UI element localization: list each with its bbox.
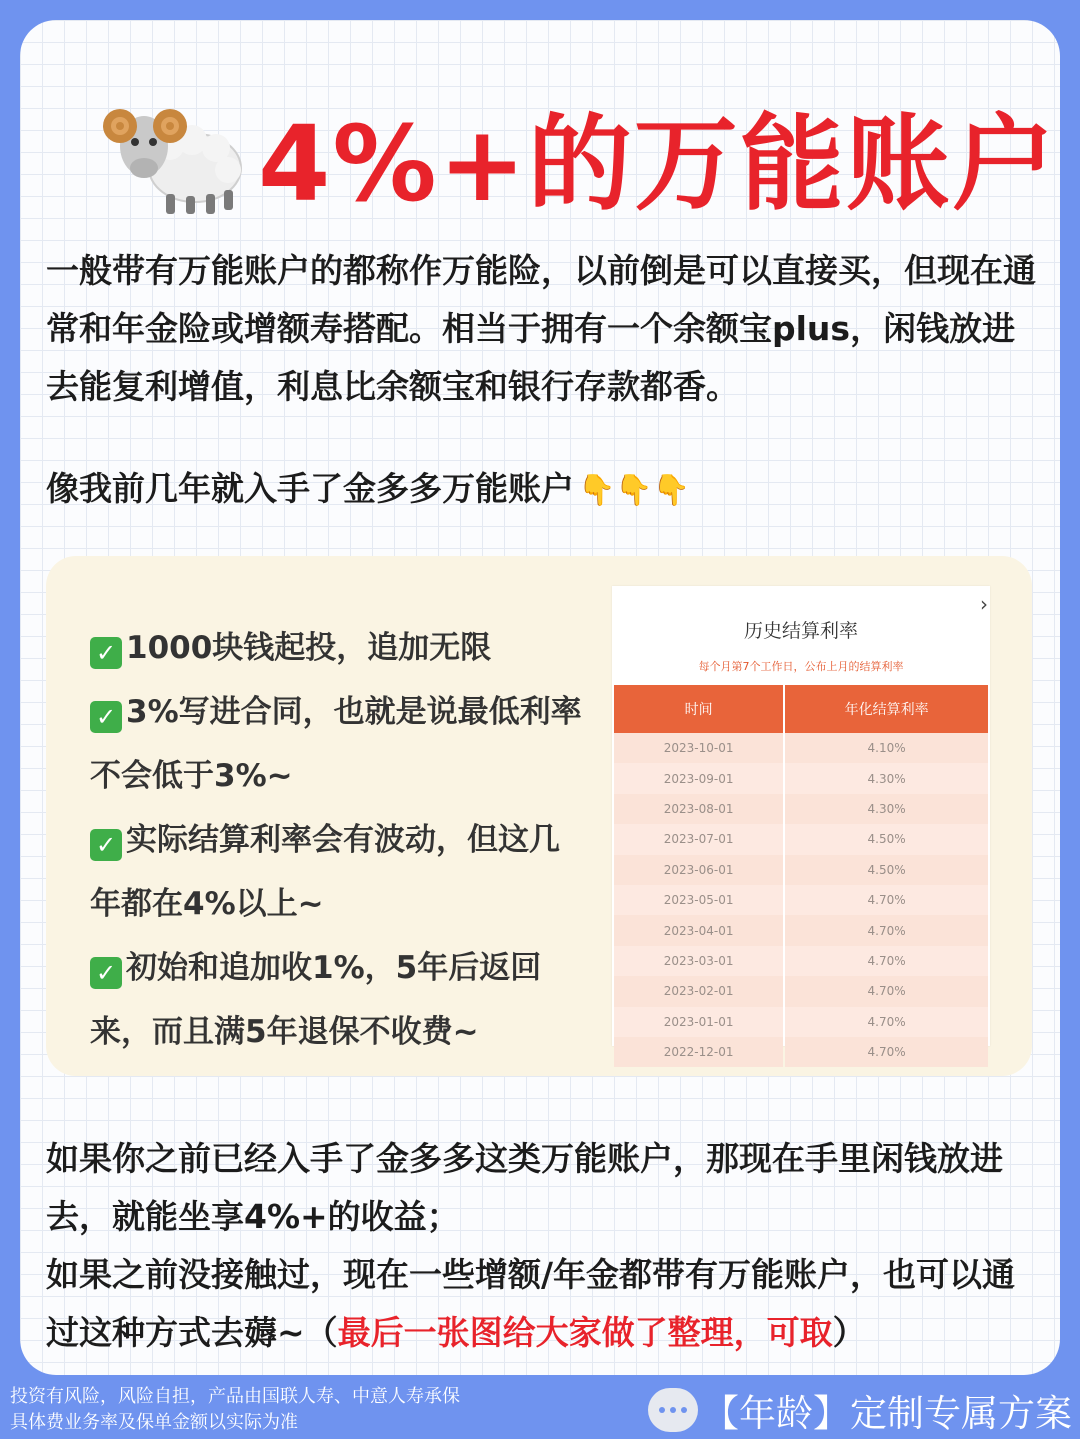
date-cell: 2023-03-01: [614, 946, 783, 976]
mention-line: [46, 460, 1046, 520]
rate-cell: 4.30%: [785, 763, 988, 793]
conclusion-paragraph: [46, 1130, 1046, 1362]
check-mark-icon: ✓: [90, 701, 122, 733]
check-mark-icon: ✓: [90, 957, 122, 989]
table-row: [614, 763, 988, 793]
feature-text: 3%写进合同，也就是说最低利率不会低于3%~: [90, 694, 582, 794]
feature-item: [90, 680, 590, 808]
table-row: [614, 794, 988, 824]
date-cell: 2023-10-01: [614, 733, 783, 763]
feature-text: 1000块钱起投，追加无限: [126, 630, 492, 666]
date-cell: 2023-06-01: [614, 855, 783, 885]
check-mark-icon: ✓: [90, 829, 122, 861]
table-row: [614, 946, 988, 976]
date-cell: 2023-04-01: [614, 915, 783, 945]
column-header-rate: 年化结算利率: [785, 685, 988, 733]
date-cell: 2023-08-01: [614, 794, 783, 824]
date-cell: 2023-07-01: [614, 824, 783, 854]
feature-panel: [46, 556, 1032, 1076]
rate-cell: 4.30%: [785, 794, 988, 824]
rate-card-title: 历史结算利率: [743, 620, 858, 642]
chat-bubble-icon: [648, 1388, 698, 1432]
column-header-date: 时间: [614, 685, 783, 733]
disclaimer-line-2: 具体费业务率及保单金额以实际为准: [10, 1412, 298, 1433]
content-card: [20, 20, 1060, 1375]
rate-cell: 4.50%: [785, 855, 988, 885]
rate-table-body: [614, 733, 988, 1067]
conclusion-line-1: 如果你之前已经入手了金多多这类万能账户，那现在手里闲钱放进去，就能坐享4%+的收益；: [46, 1139, 1003, 1236]
table-row: [614, 915, 988, 945]
table-row: [614, 976, 988, 1006]
table-row: [614, 824, 988, 854]
rate-cell: 4.70%: [785, 915, 988, 945]
rate-cell: 4.10%: [785, 733, 988, 763]
feature-item: [90, 936, 590, 1064]
rate-cell: 4.70%: [785, 976, 988, 1006]
disclaimer: [10, 1384, 460, 1436]
feature-list: [90, 616, 590, 1064]
feature-text: 实际结算利率会有波动，但这几年都在4%以上~: [90, 822, 560, 922]
rate-card-subtitle: 每个月第7个工作日，公布上月的结算利率: [698, 660, 904, 673]
table-row: [614, 733, 988, 763]
mention-text: 像我前几年就入手了金多多万能账户: [46, 469, 574, 508]
table-row: [614, 1007, 988, 1037]
conclusion-line-2: [46, 1246, 1046, 1362]
conclusion-highlight: 最后一张图给大家做了整理，可取: [337, 1313, 833, 1352]
date-cell: 2023-09-01: [614, 763, 783, 793]
title-row: [100, 90, 1058, 225]
table-row: [614, 1037, 988, 1067]
rate-table: [612, 685, 990, 1067]
page-title: 4%+的万能账户: [258, 103, 1058, 225]
rate-cell: 4.70%: [785, 1037, 988, 1067]
table-row: [614, 885, 988, 915]
rate-cell: 4.70%: [785, 1007, 988, 1037]
conclusion-text: 如果之前没接触过，现在一些增额/年金都带有万能账户，也可以通过这种方式去薅~（: [46, 1255, 1016, 1352]
rate-cell: 4.70%: [785, 946, 988, 976]
check-mark-icon: ✓: [90, 637, 122, 669]
ram-icon: [100, 90, 250, 220]
table-row: [614, 855, 988, 885]
cta-label: 【年龄】定制专属方案: [702, 1392, 1072, 1435]
pointing-down-icon: 👇👇👇: [578, 473, 691, 508]
feature-text: 初始和追加收1%，5年后返回来，而且满5年退保不收费~: [90, 950, 542, 1050]
feature-item: [90, 616, 590, 680]
date-cell: 2023-02-01: [614, 976, 783, 1006]
date-cell: 2022-12-01: [614, 1037, 783, 1067]
feature-item: [90, 808, 590, 936]
rate-cell: 4.50%: [785, 824, 988, 854]
rate-history-card: [612, 586, 990, 1060]
chevron-right-icon[interactable]: ›: [980, 592, 988, 616]
cta-button[interactable]: [648, 1384, 1072, 1436]
disclaimer-line-1: 投资有风险，风险自担，产品由国联人寿、中意人寿承保: [10, 1386, 460, 1407]
intro-paragraph: 一般带有万能账户的都称作万能险，以前倒是可以直接买，但现在通常和年金险或增额寿搭配。相当于拥有一个余额宝plus，闲钱放进去能复利增值，利息比余额宝和银行存款都香。: [46, 251, 1036, 406]
rate-cell: 4.70%: [785, 885, 988, 915]
date-cell: 2023-05-01: [614, 885, 783, 915]
date-cell: 2023-01-01: [614, 1007, 783, 1037]
conclusion-close: ）: [832, 1313, 866, 1352]
